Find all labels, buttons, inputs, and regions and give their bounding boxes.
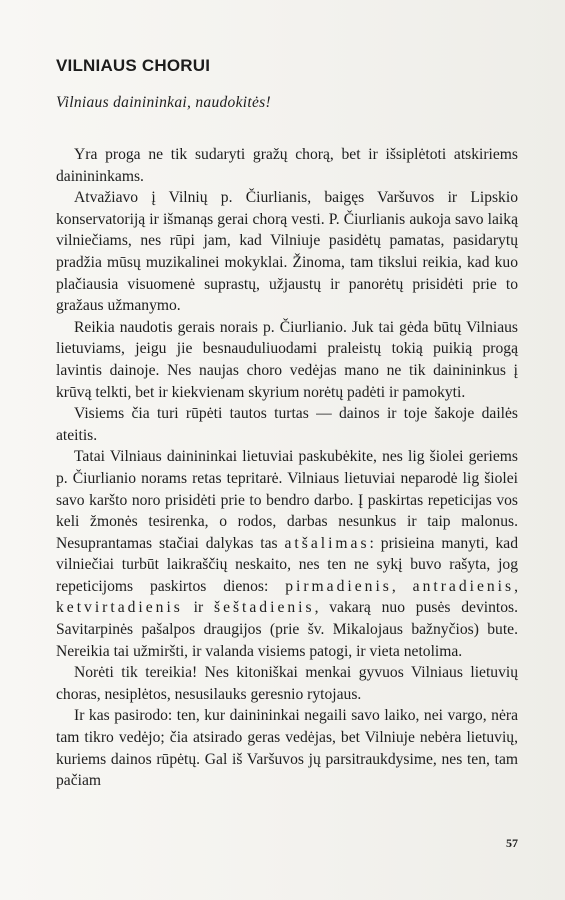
paragraph bbox=[56, 662, 518, 705]
paragraph bbox=[56, 705, 518, 791]
paragraph-text: , bbox=[514, 577, 518, 595]
paragraph-text: Atvažiavo į Vilnių p. Čiurlianis, baigęs Varšuvos ir Lipskio konservatoriją ir išmanąs gerai chorą vesti. P. Čiurlianis aukoja savo laiką vilniečiams, nes rūpi jam, kad Vilniuje pasidėtų pamatas, pasidarytų pradžia mūsų muzikalinei mokyklai. Žinoma, tam tikslui reikia, kad kuo plačiausia visuomenė suprastų, užjaustų ir panorėtų prisidėti prie to gražaus užmanymo. bbox=[56, 189, 518, 315]
spaced-emphasis-text: pirmadienis bbox=[285, 577, 392, 595]
page-number: 57 bbox=[506, 836, 518, 850]
paragraph bbox=[56, 187, 518, 317]
article-title: VILNIAUS CHORUI bbox=[56, 56, 211, 75]
paragraph-text: : prisieina manyti, kad vilniečiai turbūt laikraščių neskaito, nes ten ne sykį buvo rašyta, jog repeticijoms paskirtos dienos: bbox=[56, 534, 518, 595]
paragraph-text: Yra proga ne tik sudaryti gražų chorą, bet ir išsiplėtoti atskiriems dainininkams. bbox=[56, 146, 518, 185]
paragraph bbox=[56, 317, 518, 403]
spaced-emphasis-text: atšalimas bbox=[284, 534, 370, 552]
article-body bbox=[56, 144, 518, 792]
page-content bbox=[56, 56, 518, 792]
spaced-emphasis-text: ketvirtadienis bbox=[56, 599, 183, 617]
paragraph-text: , vakarą nuo pusės devintos. Savitarpinės pašalpos draugijos (prie šv. Mikalojaus bažnyčios) bute. Nereikia tai užmiršti, ir valanda visiems patogi, ir vieta netolima. bbox=[56, 599, 518, 660]
paragraph-text: ir bbox=[182, 599, 214, 617]
paragraph-text: Ir kas pasirodo: ten, kur dainininkai negaili savo laiko, nei vargo, nėra tam tikro vedėjo; čia atsirado geras vedėjas, bet Vilniuje nebėra lietuvių, kuriems dainos rūpėtų. Gal iš Varšuvos jų parsitraukdysime, nes ten, tam pačiam bbox=[56, 707, 518, 790]
paragraph-text: Tatai Vilniaus dainininkai lietuviai paskubėkite, nes lig šiolei geriems p. Čiurlianio norams retas tepritarė. Vilniaus lietuviai neparodė lig šiolei savo karšto noro prisidėti prie to bendro darbo. Į paskirtas repeticijas vos keli žmonės tesirenka, o rodos, darbas nesunkus ir taip malonus. Nesuprantamas stačiai dalykas tas bbox=[56, 448, 518, 552]
paragraph bbox=[56, 144, 518, 187]
paragraph-text: , bbox=[391, 577, 413, 595]
article-subtitle: Vilniaus dainininkai, naudokitės! bbox=[56, 94, 271, 111]
paragraph-text: Norėti tik tereikia! Nes kitoniškai menkai gyvuos Vilniaus lietuvių choras, nesiplėtos, nesusilauks geresnio rytojaus. bbox=[56, 664, 518, 703]
paragraph bbox=[56, 403, 518, 446]
paragraph bbox=[56, 446, 518, 662]
spaced-emphasis-text: šeštadienis bbox=[214, 599, 315, 617]
paragraph-text: Visiems čia turi rūpėti tautos turtas — dainos ir toje šakoje dailės ateitis. bbox=[56, 405, 518, 444]
paragraph-text: Reikia naudotis gerais norais p. Čiurlianio. Juk tai gėda būtų Vilniaus lietuviams, jeigu jie besnauduliuodami praleistų tokią puikią progą lavintis dainoje. Nes naujas choro vedėjas mano ne tik dainininkus į krūvą telkti, bet ir kiekvienam skyrium norėtų padėti ir pamokyti. bbox=[56, 318, 518, 401]
spaced-emphasis-text: antradienis bbox=[412, 577, 515, 595]
